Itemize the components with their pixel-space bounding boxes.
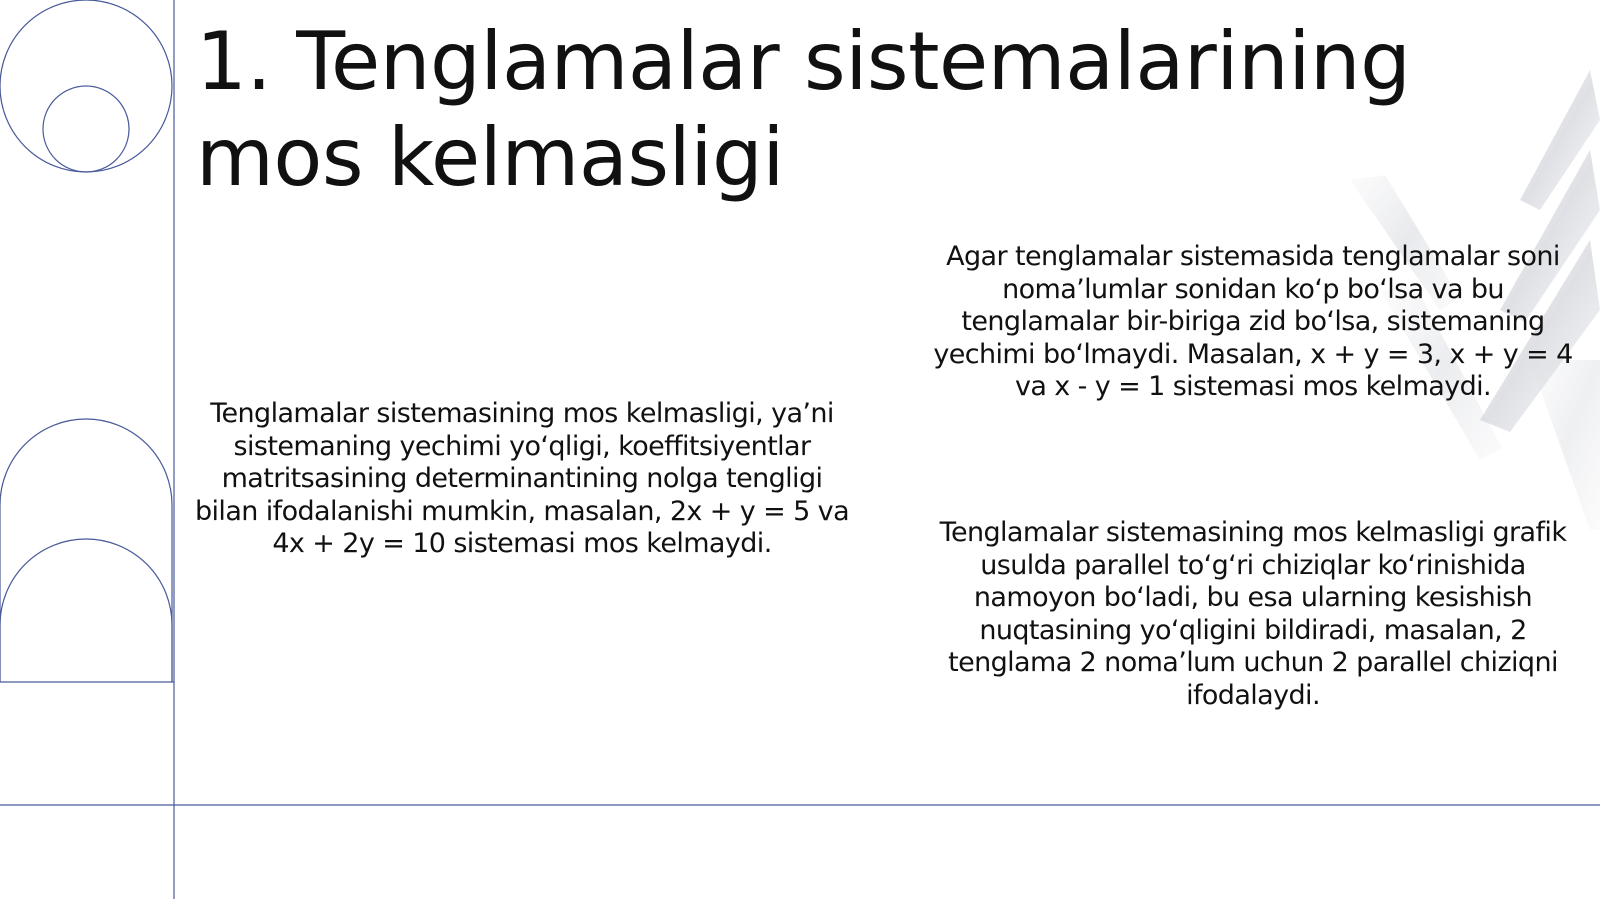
slide-title: 1. Tenglamalar sistemalarining mos kelmasligi [196,15,1411,204]
right-top-paragraph: Agar tenglamalar sistemasida tenglamalar soni noma’lumlar sonidan ko‘p bo‘lsa va bu tenglamalar bir-biriga zid bo‘lsa, sistemaning yechimi bo‘lmaydi. Masalan, x + y = 3, x + y = 4 va x - y = 1 sistemasi mos kelmaydi. [933,241,1573,402]
left-paragraph: Tenglamalar sistemasining mos kelmasligi, ya’ni sistemaning yechimi yo‘qligi, koeffitsiyentlar matritsasining determinantining nolga tengligi bilan ifodalanishi mumkin, masalan, 2x + y = 5 va 4x + 2y = 10 sistemasi mos kelmaydi. [194,398,850,559]
right-bottom-paragraph: Tenglamalar sistemasining mos kelmasligi grafik usulda parallel to‘g‘ri chiziqlar ko‘rinishida namoyon bo‘ladi, bu esa ularning kesishish nuqtasining yo‘qligini bildiradi, masalan, 2 tenglama 2 noma’lum uchun 2 parallel chiziqni ifodalaydi. [939,517,1567,711]
small-circle-shape [43,86,129,172]
arch-shape-upper [0,419,172,682]
arch-shape-lower [0,539,172,682]
